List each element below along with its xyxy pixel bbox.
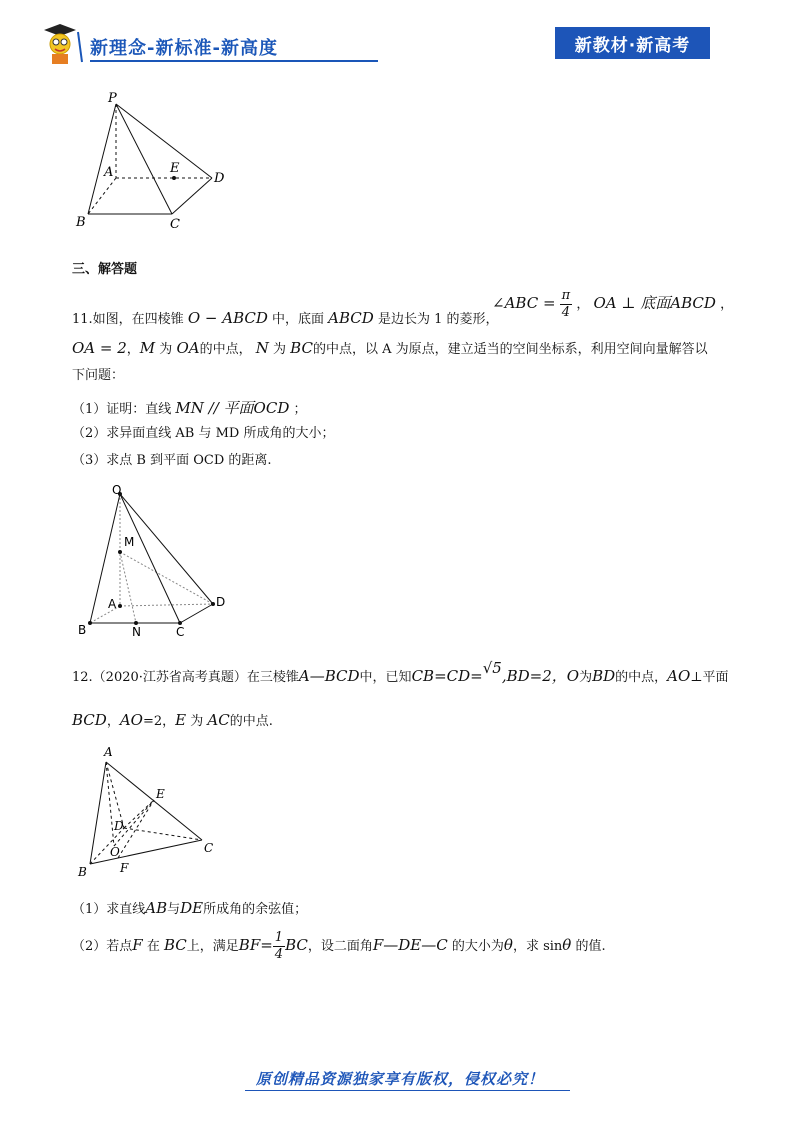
mascot-icon xyxy=(38,22,90,66)
label-F: F xyxy=(120,861,129,875)
label-A: A xyxy=(108,597,117,611)
q11-sub2: （2）求异面直线 AB 与 MD 所成角的大小； xyxy=(72,426,335,441)
figure-tetrahedron-a-bcd xyxy=(72,742,222,882)
header-slogan: 新理念-新标准-新高度 xyxy=(90,38,278,59)
label-A: A xyxy=(104,165,114,180)
q11-line1: 11.如图，在四棱锥 O − ABCD 中，底面 ABCD 是边长为 1 的菱形， xyxy=(72,309,499,327)
label-E: E xyxy=(170,161,180,176)
q12-sub2: （2）若点F 在 BC上，满足BF= $\frac{1}{4}$ BC，设二面角F—DE—C 的大小为θ，求 sinθ 的值. xyxy=(72,930,606,962)
label-B: B xyxy=(78,623,87,637)
label-C: C xyxy=(170,217,180,232)
q11-sub1: （1）证明：直线 MN // 平面OCD ； xyxy=(72,399,307,417)
header-logo-area xyxy=(38,22,338,66)
q11-angle: ∠ABC = $\frac{\pi}{4}$ ， OA ⊥ 底面ABCD ， xyxy=(492,288,734,320)
label-M: M xyxy=(124,535,135,549)
label-E: E xyxy=(156,787,165,801)
q11-sub3: （3）求点 B 到平面 OCD 的距离. xyxy=(72,453,272,468)
label-A: A xyxy=(104,745,113,759)
label-O: O xyxy=(112,483,122,497)
label-B: B xyxy=(78,865,87,879)
q12-line2: BCD，AO=2，E 为 AC的中点. xyxy=(72,711,273,729)
footer-underline xyxy=(245,1090,570,1091)
label-P: P xyxy=(108,91,117,106)
slogan-underline xyxy=(90,60,378,62)
label-C: C xyxy=(176,625,185,639)
figure-pyramid-o-abcd xyxy=(70,480,240,640)
label-D: D xyxy=(114,819,124,833)
q11-line3: 下问题： xyxy=(72,368,125,383)
q12-line1: 12.（2020·江苏省高考真题）在三棱锥A—BCD中，已知CB=CD=√5,BD=2，O为BD的中点，AO⊥平面 xyxy=(72,659,729,685)
footer-copyright: 原创精品资源独家享有版权，侵权必究！ xyxy=(255,1070,544,1088)
label-D: D xyxy=(216,595,226,609)
label-O: O xyxy=(110,845,120,859)
label-D: D xyxy=(214,171,225,186)
label-N: N xyxy=(132,625,141,639)
figure-pyramid-p-abcd xyxy=(70,92,240,232)
label-C: C xyxy=(204,841,214,855)
q11-line2: OA = 2，M 为 OA的中点， N 为 BC的中点，以 A 为原点，建立适当的空间坐标系，利用空间向量解答以 xyxy=(72,339,708,357)
section-title: 三、解答题 xyxy=(72,262,138,277)
label-B: B xyxy=(76,215,86,230)
q12-sub1: （1）求直线AB与DE所成角的余弦值； xyxy=(72,899,308,917)
header-badge: 新教材·新高考 xyxy=(555,27,710,59)
